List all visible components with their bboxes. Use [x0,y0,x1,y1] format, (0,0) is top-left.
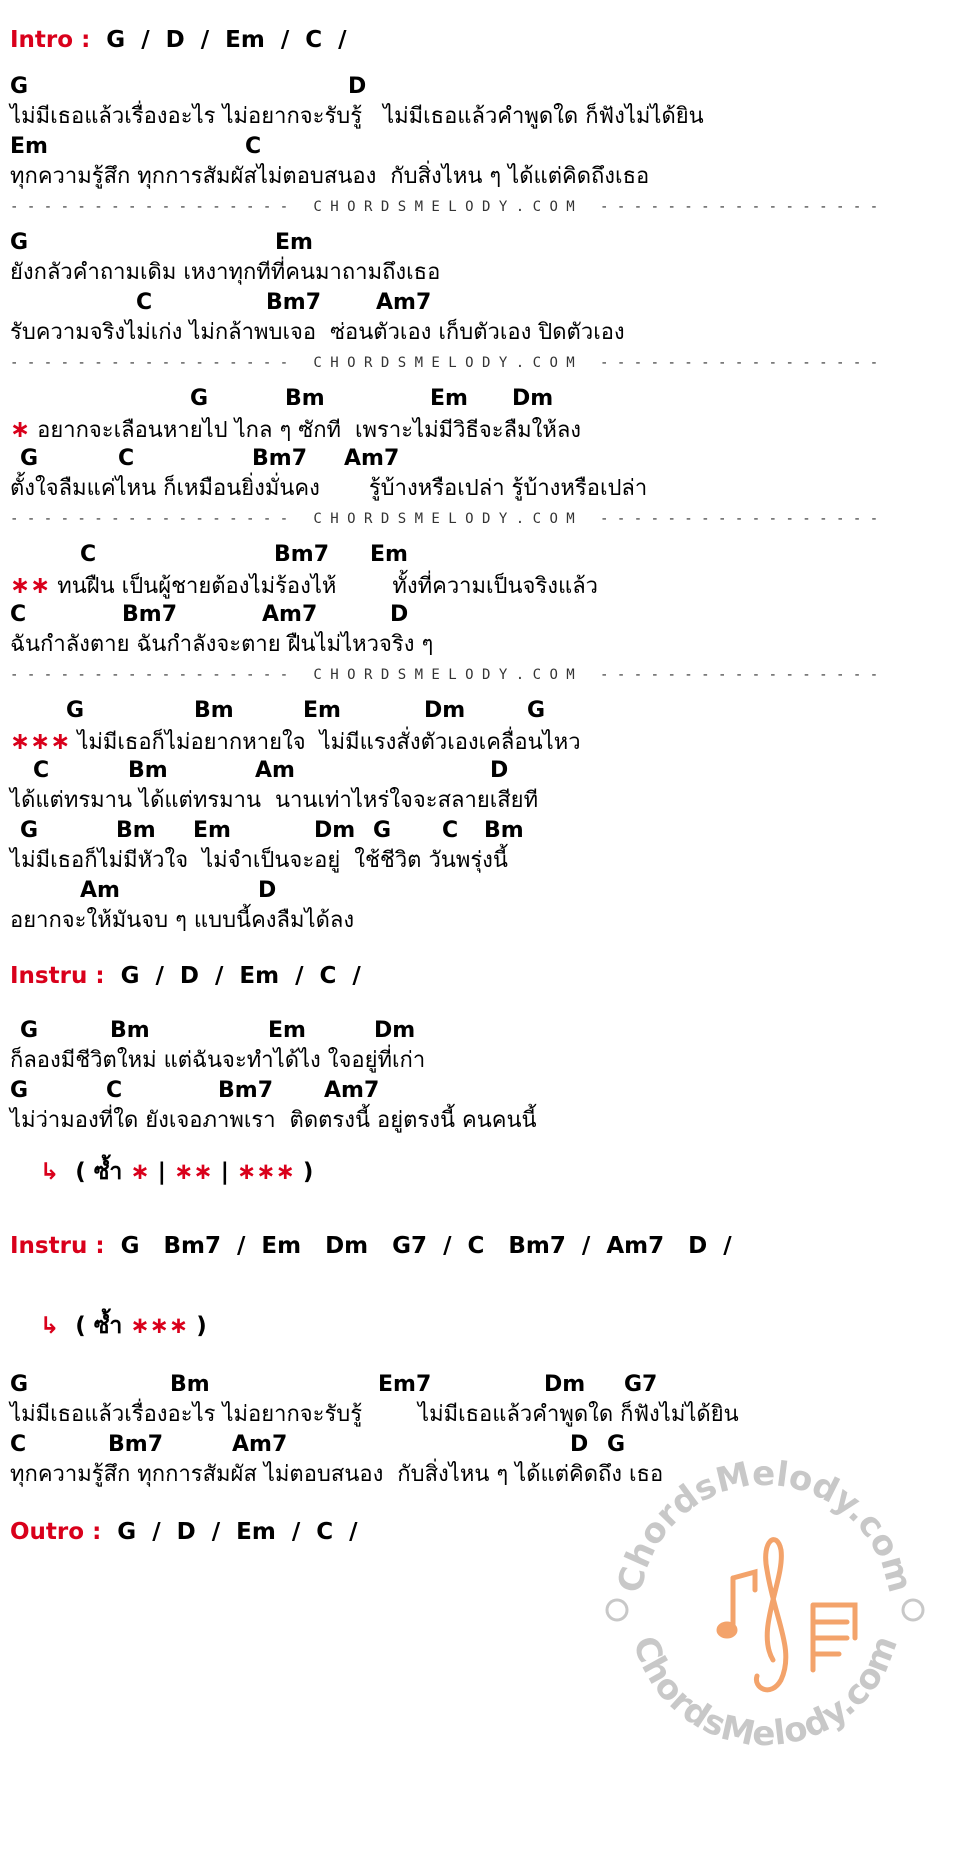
chord-line [0,816,980,846]
chord-line [0,444,980,474]
chord: Bm [285,386,325,411]
chord: Am [255,758,295,783]
chord: C [245,134,262,159]
chord: D [490,758,509,783]
chord: G [190,386,209,411]
chord: Bm7 [108,1432,163,1457]
chord-line [0,1370,980,1400]
watermark-dot-right [903,1600,923,1620]
outro-line [10,1514,358,1550]
verse-3 [0,1016,980,1136]
chord: G7 [624,1372,658,1397]
instru-chords: G Bm7 / Em Dm G7 / C Bm7 / Am7 D / [120,1233,732,1259]
chord-line [0,384,980,414]
chord: G [527,698,546,723]
instru-line [10,1228,732,1264]
chord: G [10,230,29,255]
chord: D [348,74,367,99]
separator: - - - - - - - - - - - - - - - - - C H O R D S M E L O D Y . C O M - - - - - - - - - - - - - - - - - [10,199,879,215]
chord: Dm [424,698,466,723]
chord: G [10,1078,29,1103]
chord: Em [268,1018,306,1043]
verse-2 [0,228,980,348]
separator: - - - - - - - - - - - - - - - - - C H O R D S M E L O D Y . C O M - - - - - - - - - - - - - - - - - [10,355,879,371]
chord: C [33,758,50,783]
chord-line [0,756,980,786]
lyric-line [0,906,980,936]
chord: Am [80,878,120,903]
chord: Bm [128,758,168,783]
chord: C [10,1432,27,1457]
lyric: ตั้งใจลืมแค่ไหน ก็เหมือนยิ่งมั่นคง รู้บ้างหรือเปล่า รู้บ้างหรือเปล่า [10,476,648,501]
intro-chords: G / D / Em / C / [106,27,347,53]
lyric: ได้แต่ทรมาน ได้แต่ทรมาน นานเท่าไหร่ใจจะสลายเสียที [10,788,539,813]
chorus-marker: ∗∗ [10,571,51,599]
lyric-line [0,258,980,288]
chord: C [118,446,135,471]
chord: Em [275,230,313,255]
lyric: ไม่ว่ามองที่ใด ยังเจอภาพเรา ติดตรงนี้ อยู่ตรงนี้ คนคนนี้ [10,1108,537,1133]
lyric-line [0,1106,980,1136]
chord-line [0,696,980,726]
watermark-dot-left [607,1600,627,1620]
chord: Bm [484,818,524,843]
lyric: อยากจะให้มันจบ ๆ แบบนี้คงลืมได้ลง [10,908,355,933]
lyric-line [0,726,980,756]
verse-1 [0,72,980,192]
instru-chords: G / D / Em / C / [120,963,361,989]
chord: G [20,446,39,471]
chord-line [0,876,980,906]
chord: D [390,602,409,627]
chord: Bm7 [266,290,321,315]
lyric-line [0,786,980,816]
lyric: ทนฝืน เป็นผู้ชายต้องไม่ร้องไห้ ทั้งที่ความเป็นจริงแล้ว [57,574,599,599]
lyric-line [0,318,980,348]
chord-line [0,228,980,258]
chord: Bm [170,1372,210,1397]
intro-label: Intro : [10,27,91,53]
chord: Bm7 [274,542,329,567]
lyric-line [0,1400,980,1430]
chord: G [607,1432,626,1457]
chord: Dm [512,386,554,411]
lyric: ก็ลองมีชีวิตใหม่ แต่ฉันจะทำได้ไง ใจอยู่ที่เก่า [10,1048,426,1073]
chorus-1 [0,384,980,504]
lyric-line [0,846,980,876]
chord: Bm7 [122,602,177,627]
lyric-line [0,102,980,132]
watermark-logo [585,1430,945,1790]
lyric-line [0,630,980,660]
chord: D [570,1432,589,1457]
lyric-line [0,474,980,504]
outro-label: Outro : [10,1519,102,1545]
chord: Em [193,818,231,843]
chorus-2 [0,540,980,660]
chord: Em7 [378,1372,432,1397]
chord-line [0,540,980,570]
lyric: ไม่มีเธอก็ไม่อยากหายใจ ไม่มีแรงสั่งตัวเองเคลื่อนไหว [77,730,581,755]
chord: G [20,1018,39,1043]
chord-line [0,600,980,630]
lyric-line [0,1046,980,1076]
chord: C [106,1078,123,1103]
chord: G [373,818,392,843]
lyric-line [0,162,980,192]
chord: Em [370,542,408,567]
chord: Am7 [262,602,318,627]
chord: C [10,602,27,627]
chord-line [0,1076,980,1106]
chord: Bm7 [252,446,307,471]
chorus-3 [0,696,980,936]
music-note-icon [719,1540,855,1690]
chord: G [20,818,39,843]
watermark-text-bottom: ChordsMelody.com [624,1630,906,1755]
chord: Am7 [344,446,400,471]
chord: G [66,698,85,723]
outro-chords: G / D / Em / C / [117,1519,358,1545]
instru-label: Instru : [10,963,105,989]
lyric: รับความจริงไม่เก่ง ไม่กล้าพบเจอ ซ่อนตัวเอง เก็บตัวเอง ปิดตัวเอง [10,320,625,345]
chord-line [0,1016,980,1046]
lyric: ไม่มีเธอแล้วเรื่องอะไร ไม่อยากจะรับรู้ ไม่มีเธอแล้วคำพูดใด ก็ฟังไม่ได้ยิน [10,1402,739,1427]
chord: Dm [374,1018,416,1043]
intro-line [10,22,347,58]
chord: C [80,542,97,567]
chord: Am7 [232,1432,288,1457]
chord-line [0,288,980,318]
chord: C [442,818,459,843]
lyric: ฉันกำลังตาย ฉันกำลังจะตาย ฝืนไม่ไหวจริง ๆ [10,632,434,657]
chord: Bm [116,818,156,843]
lyric-line [0,414,980,444]
instru-label: Instru : [10,1233,105,1259]
chord: Dm [544,1372,586,1397]
separator: - - - - - - - - - - - - - - - - - C H O R D S M E L O D Y . C O M - - - - - - - - - - - - - - - - - [10,667,879,683]
lyric: อยากจะเลือนหายไป ไกล ๆ ซักที เพราะไม่มีวิธีจะลืมให้ลง [37,418,582,443]
chord: D [258,878,277,903]
lyric: ทุกความรู้สึก ทุกการสัมผัส ไม่ตอบสนอง กับสิ่งไหน ๆ ได้แต่คิดถึง เธอ [10,1462,664,1487]
chorus-marker: ∗∗∗ [10,727,71,755]
chord: G [10,74,29,99]
chord: Bm7 [218,1078,273,1103]
chord: G [10,1372,29,1397]
chord: Bm [194,698,234,723]
lyric: ไม่มีเธอก็ไม่มีหัวใจ ไม่จำเป็นจะอยู่ ใช้ชีวิต วันพรุ่งนี้ [10,848,508,873]
lyric: ยังกลัวคำถามเดิม เหงาทุกทีที่คนมาถามถึงเธอ [10,260,441,285]
lyric-line [0,570,980,600]
chorus-marker: ∗ [10,415,31,443]
chord-line [0,72,980,102]
repeat-arrow-icon: ↳ [40,1313,60,1339]
chord: Em [303,698,341,723]
chord: Dm [314,818,356,843]
lyric: ทุกความรู้สึก ทุกการสัมผัสไม่ตอบสนอง กับสิ่งไหน ๆ ได้แต่คิดถึงเธอ [10,164,650,189]
repeat-instruction: ↳ ( ซ้ำ ∗∗∗ ) [40,1313,207,1339]
chord: C [136,290,153,315]
chord: Bm [110,1018,150,1043]
separator: - - - - - - - - - - - - - - - - - C H O R D S M E L O D Y . C O M - - - - - - - - - - - - - - - - - [10,511,879,527]
chord: Em [10,134,48,159]
chord-line [0,132,980,162]
instru-line [10,958,361,994]
watermark-text-top: ChordsMelody.com [610,1453,921,1597]
repeat-arrow-icon: ↳ [40,1159,60,1185]
chord: Em [430,386,468,411]
repeat-instruction: ↳ ( ซ้ำ ∗ | ∗∗ | ∗∗∗ ) [40,1159,314,1185]
chord: Am7 [376,290,432,315]
lyric: ไม่มีเธอแล้วเรื่องอะไร ไม่อยากจะรับรู้ ไม่มีเธอแล้วคำพูดใด ก็ฟังไม่ได้ยิน [10,104,704,129]
chord: Am7 [324,1078,380,1103]
